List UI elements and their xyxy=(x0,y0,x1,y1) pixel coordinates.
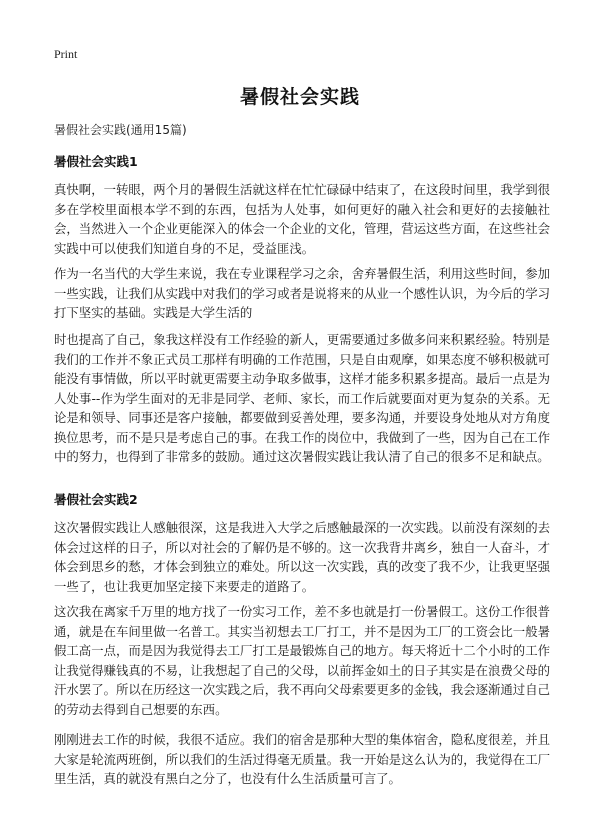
paragraph: 刚刚进去工作的时候，我很不适应。我们的宿舍是那种大型的集体宿舍，隐私度很差，并且大家是轮流两班倒，所以我们的生活过得毫无质量。我一开始是这么认为的，我觉得在工厂里生活，真的就没有黑白之分了，也没有什么生活质量可言了。 xyxy=(54,732,550,786)
document-subtitle: 暑假社会实践(通用15篇) xyxy=(54,123,187,137)
section-heading-1: 暑假社会实践1 xyxy=(54,154,138,169)
paragraph: 时也提高了自己，象我这样没有工作经验的新人，更需要通过多做多问来积累经验。特别是我们的工作并不象正式员工那样有明确的工作范围，只是自由观摩，如果态度不够积极就可能没有事情做，所以平时就更需要主动争取多做事，这样才能多积累多提高。最后一点是为人处事--作为学生面对的无非是同学、老师、家长，而工作后就要面对更为复杂的关系。无论是和领导、同事还是客户接触，都要做到妥善处理，要多沟通，并要设身处地从对方角度换位思考，而不是只是考虑自己的事。在我工作的岗位中，我做到了一些，因为自己在工作中的努力，也得到了非常多的鼓励。通过这次暑假实践让我认清了自己的很多不足和缺点。 xyxy=(54,332,550,464)
paragraph: 真快啊，一转眼，两个月的暑假生活就这样在忙忙碌碌中结束了，在这段时间里，我学到很多在学校里面根本学不到的东西，包括为人处事，如何更好的融入社会和更好的去接触社会，当然进入一个企业更能深入的体会一个企业的文化，管理，营运这些方面，在这些社会实践中可以使我们知道自身的不足，受益匪浅。 xyxy=(54,182,550,256)
paragraph: 作为一名当代的大学生来说，我在专业课程学习之余，舍弃暑假生活，利用这些时间，参加一些实践，让我们从实践中对我们的学习或者是说将来的从业一个感性认识，为今后的学习打下坚实的基础。实践是大学生活的 xyxy=(54,266,550,320)
paragraph: 这次暑假实践让人感触很深，这是我进入大学之后感触最深的一次实践。以前没有深刻的去体会过这样的日子，所以对社会的了解仍是不够的。这一次我背井离乡，独自一人奋斗，才体会到思乡的愁，才体会到独立的难处。所以这一次实践，真的改变了我不少，让我更坚强一些了，也让我更加坚定接下来要走的道路了。 xyxy=(54,520,550,594)
page-title: 暑假社会实践 xyxy=(239,86,360,108)
section-heading-2: 暑假社会实践2 xyxy=(54,492,138,507)
print-link[interactable]: Print xyxy=(54,47,78,61)
paragraph: 这次我在离家千万里的地方找了一份实习工作，差不多也就是打一份暑假工。这份工作很普通，就是在车间里做一名普工。其实当初想去工厂打工，并不是因为工厂的工资会比一般暑假工高一点，而是因为我觉得去工厂打工是最锻炼自己的地方。每天将近十二个小时的工作让我觉得赚钱真的不易，让我想起了自己的父母，以前挥金如土的日子其实是在浪费父母的汗水罢了。所以在历经这一次实践之后，我不再向父母索要更多的金钱，我会逐渐通过自己的劳动去得到自己想要的东西。 xyxy=(54,604,550,717)
